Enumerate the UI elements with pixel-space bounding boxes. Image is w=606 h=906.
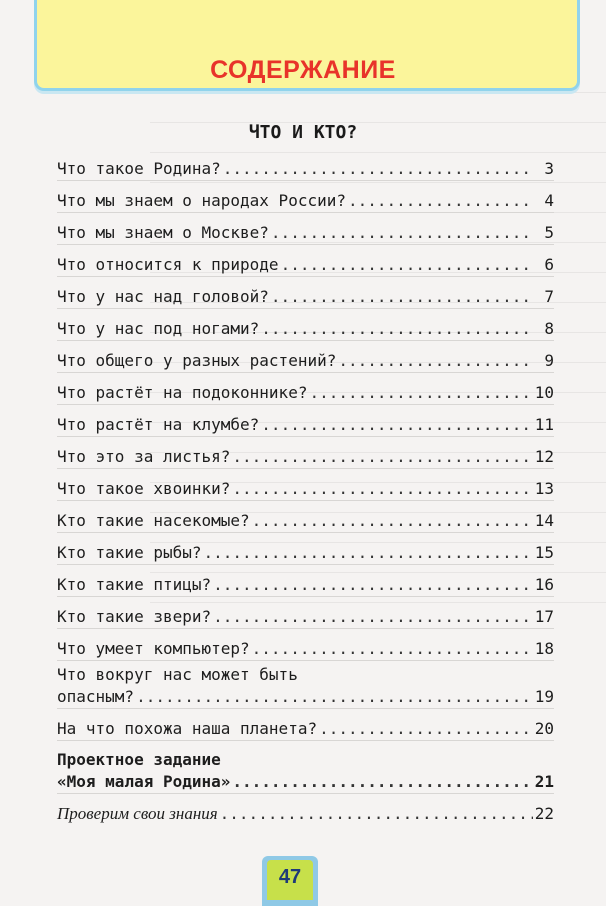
toc-entry[interactable] [57,382,554,405]
dot-leader [338,350,534,372]
toc-entry-page: 3 [544,159,554,178]
toc-entry[interactable] [57,318,554,341]
dot-leader [232,478,532,500]
toc-entry-title: Что мы знаем о Москве? [57,223,269,242]
toc-entry[interactable] [57,664,554,709]
toc-entry-page: 21 [534,772,554,791]
toc-entry-page: 17 [534,607,554,626]
dot-leader [204,542,533,564]
dot-leader [261,414,532,436]
toc-entry-page: 11 [534,415,554,434]
toc-entry-title: Кто такие насекомые? [57,511,250,530]
dot-leader [261,318,534,340]
dot-leader [223,158,534,180]
dot-leader [213,574,533,596]
toc-entry-page: 7 [544,287,554,306]
dot-leader [319,718,533,740]
toc-entry[interactable] [57,222,554,245]
toc-entry-title: Что мы знаем о народах России? [57,191,346,210]
dot-leader [252,510,533,532]
toc-entry-page: 22 [534,804,554,823]
toc-entry-title: Что у нас над головой? [57,287,269,306]
dot-leader [309,382,532,404]
toc-entry-title: Кто такие рыбы? [57,543,202,562]
toc-entry[interactable] [57,414,554,437]
toc-entry-title: Что такое хвоинки? [57,479,231,498]
toc-entry-page: 14 [534,511,554,530]
toc-entry-title: Проверим свои знания [57,804,218,823]
toc-entry-page: 5 [544,223,554,242]
toc-entry-page: 15 [534,543,554,562]
toc-entry-title: На что похожа наша планета? [57,719,318,738]
toc-entry-page: 18 [534,639,554,658]
toc-entry-title: Кто такие звери? [57,607,212,626]
toc-entry-page: 13 [534,479,554,498]
toc-entry-page: 8 [544,319,554,338]
toc-entry-title: опасным? [57,687,135,706]
toc-entry-page: 10 [534,383,554,402]
toc-entry-title: Что у нас под ногами? [57,319,260,338]
toc-entry[interactable] [57,574,554,597]
toc-entry[interactable] [57,718,554,741]
dot-leader [220,803,533,825]
toc-entry[interactable] [57,190,554,213]
toc-entry-title: Что относится к природе [57,255,279,274]
toc-entry-page: 6 [544,255,554,274]
toc-entry[interactable] [57,510,554,533]
toc-entry-page: 9 [544,351,554,370]
dot-leader [348,190,534,212]
toc-entry-title: Что растёт на клумбе? [57,415,260,434]
toc-entry-title: Что умеет компьютер? [57,639,250,658]
toc-entry[interactable] [57,606,554,629]
toc-entry[interactable] [57,446,554,469]
toc-entry-title-line1: Что вокруг нас может быть [57,665,298,684]
toc-entry[interactable] [57,350,554,373]
toc-entry-title: Что такое Родина? [57,159,221,178]
toc-entry-page: 4 [544,191,554,210]
toc-entry-title: Кто такие птицы? [57,575,212,594]
dot-leader [213,606,533,628]
toc-entry-page: 20 [534,719,554,738]
toc-entry-page: 16 [534,575,554,594]
toc-entry-page: 12 [534,447,554,466]
dot-leader [136,686,533,708]
section-title: ЧТО И КТО? [248,122,358,143]
dot-leader [271,222,534,244]
toc-entry-title: «Моя малая Родина» [57,772,231,791]
toc-entry-project[interactable] [57,749,554,794]
dot-leader [232,446,532,468]
toc-entry[interactable] [57,158,554,181]
toc-entry-title: Что общего у разных растений? [57,351,337,370]
toc-entry-page: 19 [534,687,554,706]
dot-leader [271,286,534,308]
page-number: 47 [278,866,302,888]
page-title: СОДЕРЖАНИЕ [210,56,396,84]
toc-entry-check[interactable] [57,803,554,825]
dot-leader [232,771,532,793]
toc-entry[interactable] [57,254,554,277]
toc-entry[interactable] [57,478,554,501]
toc-entry[interactable] [57,638,554,661]
toc-entry[interactable] [57,286,554,309]
toc-entry-title: Что это за листья? [57,447,231,466]
dot-leader [281,254,534,276]
toc-entry[interactable] [57,542,554,565]
toc-entry-title-line1: Проектное задание [57,750,221,769]
dot-leader [252,638,533,660]
toc-entry-title: Что растёт на подоконнике? [57,383,308,402]
